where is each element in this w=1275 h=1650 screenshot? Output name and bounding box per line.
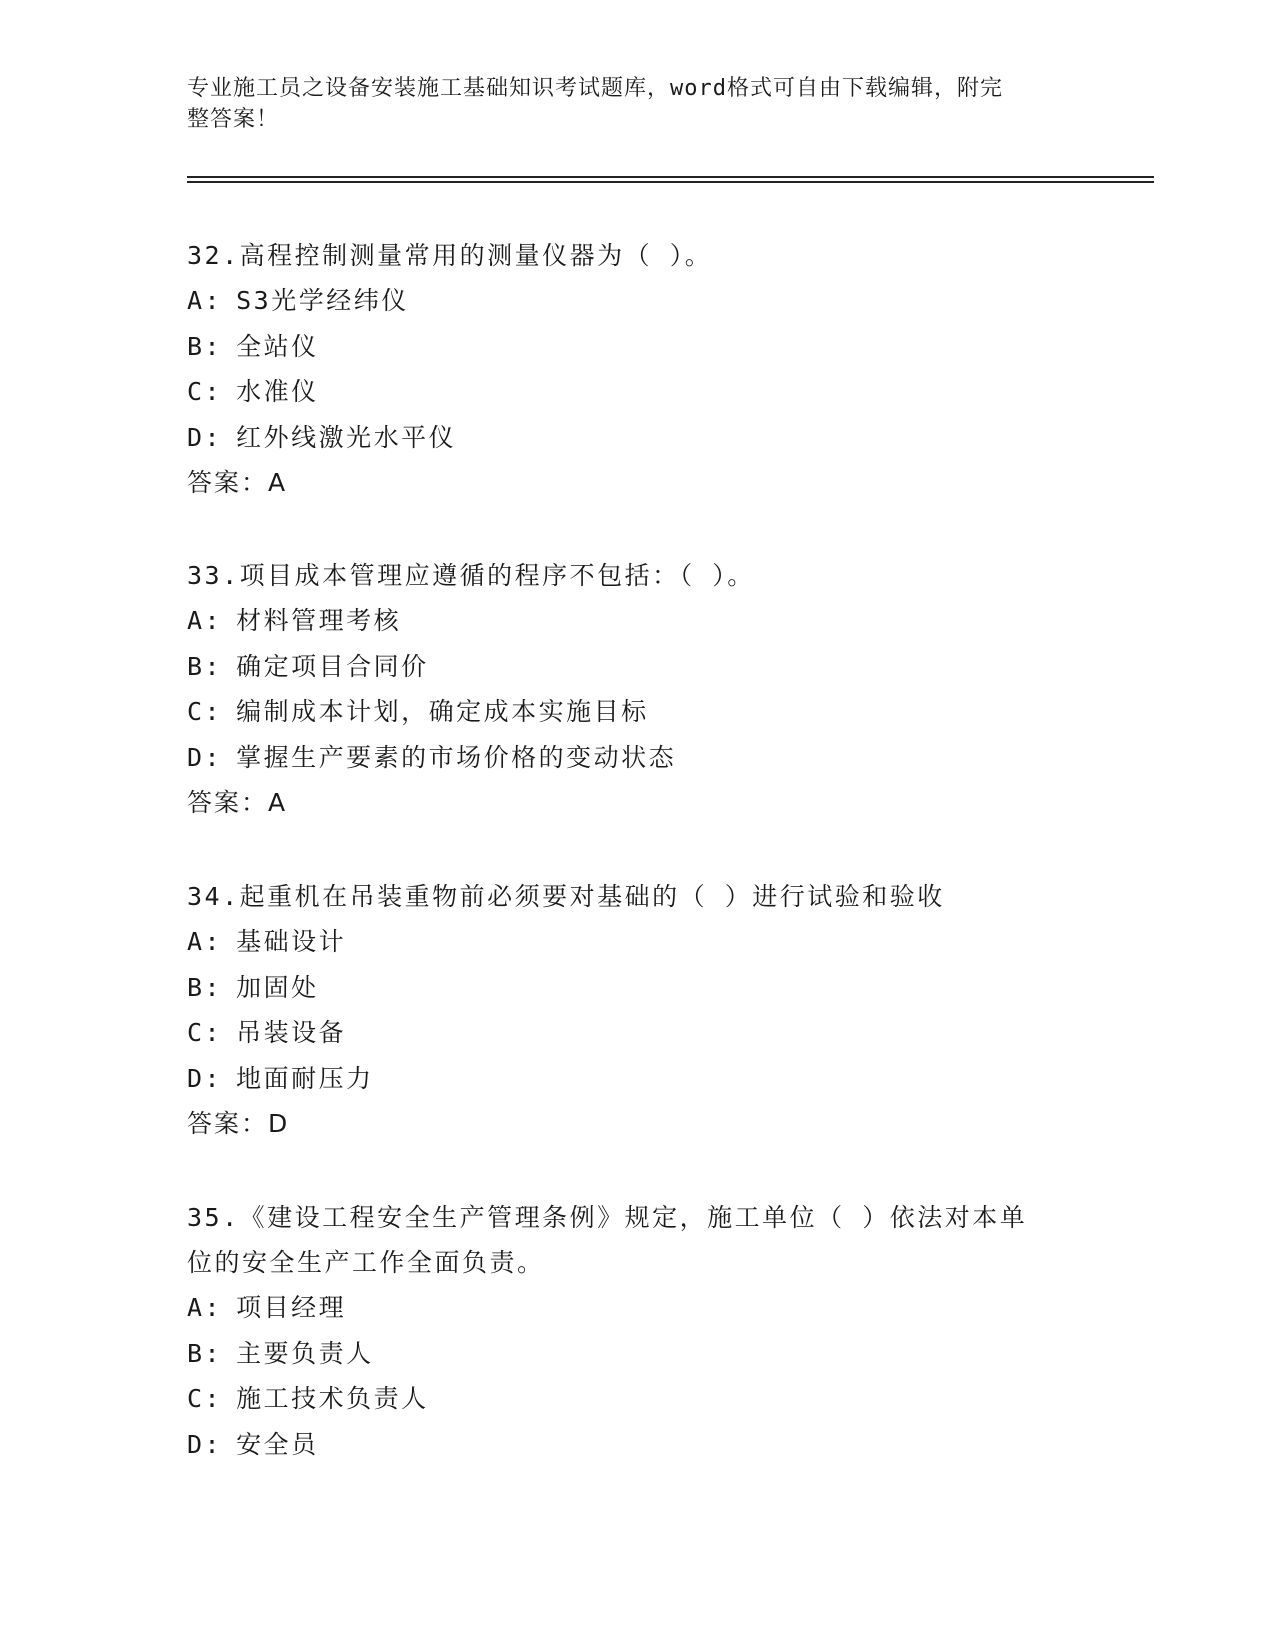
option-text: 基础设计	[236, 927, 347, 956]
option-key: A:	[187, 1293, 223, 1322]
option-text: 水准仪	[236, 377, 319, 406]
option-text: 材料管理考核	[236, 606, 402, 635]
option-key: A:	[187, 606, 223, 635]
option-c	[187, 369, 1087, 415]
option-c	[187, 1376, 1087, 1422]
option-b	[187, 1331, 1087, 1377]
option-text: 红外线激光水平仪	[236, 422, 457, 452]
option-key: A:	[187, 927, 223, 956]
option-a	[187, 919, 1087, 965]
option-key: B:	[187, 331, 223, 361]
option-text: 安全员	[236, 1429, 319, 1459]
question-34	[187, 874, 1087, 1146]
option-text: 施工技术负责人	[236, 1384, 429, 1413]
option-key: B:	[187, 972, 223, 1002]
option-c	[187, 689, 1087, 735]
header-line-1: 专业施工员之设备安装施工基础知识考试题库，word格式可自由下载编辑，附完	[187, 76, 1003, 101]
option-a	[187, 278, 1087, 324]
option-text: 项目经理	[236, 1293, 347, 1322]
question-35	[187, 1195, 1087, 1467]
option-b	[187, 965, 1087, 1011]
option-text: 吊装设备	[236, 1018, 347, 1047]
option-b	[187, 324, 1087, 370]
option-text: 主要负责人	[236, 1338, 374, 1368]
header-divider-top	[187, 176, 1154, 178]
header-divider-bottom	[187, 181, 1154, 183]
question-stem: 35.《建设工程安全生产管理条例》规定，施工单位（ ）依法对本单位的安全生产工作全面负责。	[187, 1203, 1028, 1277]
option-d	[187, 415, 1087, 461]
question-stem: 33.项目成本管理应遵循的程序不包括：（ ）。	[187, 561, 755, 590]
option-key: A:	[187, 286, 223, 315]
option-text: 全站仪	[236, 331, 319, 361]
option-text: 地面耐压力	[236, 1063, 374, 1093]
answer-line: 答案：D	[187, 1109, 290, 1138]
header-line-2: 整答案！	[187, 107, 280, 132]
answer-line: 答案：A	[187, 788, 288, 817]
option-d	[187, 1056, 1087, 1102]
option-key: B:	[187, 651, 223, 681]
option-key: C:	[187, 1018, 223, 1047]
question-stem: 32.高程控制测量常用的测量仪器为（ ）。	[187, 241, 713, 270]
option-key: C:	[187, 697, 223, 726]
option-c	[187, 1010, 1087, 1056]
question-33	[187, 553, 1087, 825]
option-key: D:	[187, 422, 223, 452]
document-header	[187, 73, 1067, 135]
option-d	[187, 1422, 1087, 1468]
option-a	[187, 598, 1087, 644]
option-key: B:	[187, 1338, 223, 1368]
option-text: 加固处	[236, 972, 319, 1002]
option-b	[187, 644, 1087, 690]
option-text: S3光学经纬仪	[236, 286, 409, 315]
answer-line: 答案：A	[187, 468, 288, 497]
option-a	[187, 1285, 1087, 1331]
option-text: 掌握生产要素的市场价格的变动状态	[236, 742, 677, 772]
option-key: C:	[187, 1384, 223, 1413]
option-d	[187, 735, 1087, 781]
question-stem: 34.起重机在吊装重物前必须要对基础的（ ）进行试验和验收	[187, 882, 945, 911]
option-key: D:	[187, 1429, 223, 1459]
option-key: D:	[187, 1063, 223, 1093]
option-text: 编制成本计划，确定成本实施目标	[236, 697, 649, 726]
option-key: C:	[187, 377, 223, 406]
option-key: D:	[187, 742, 223, 772]
question-32	[187, 233, 1087, 505]
option-text: 确定项目合同价	[236, 651, 429, 681]
